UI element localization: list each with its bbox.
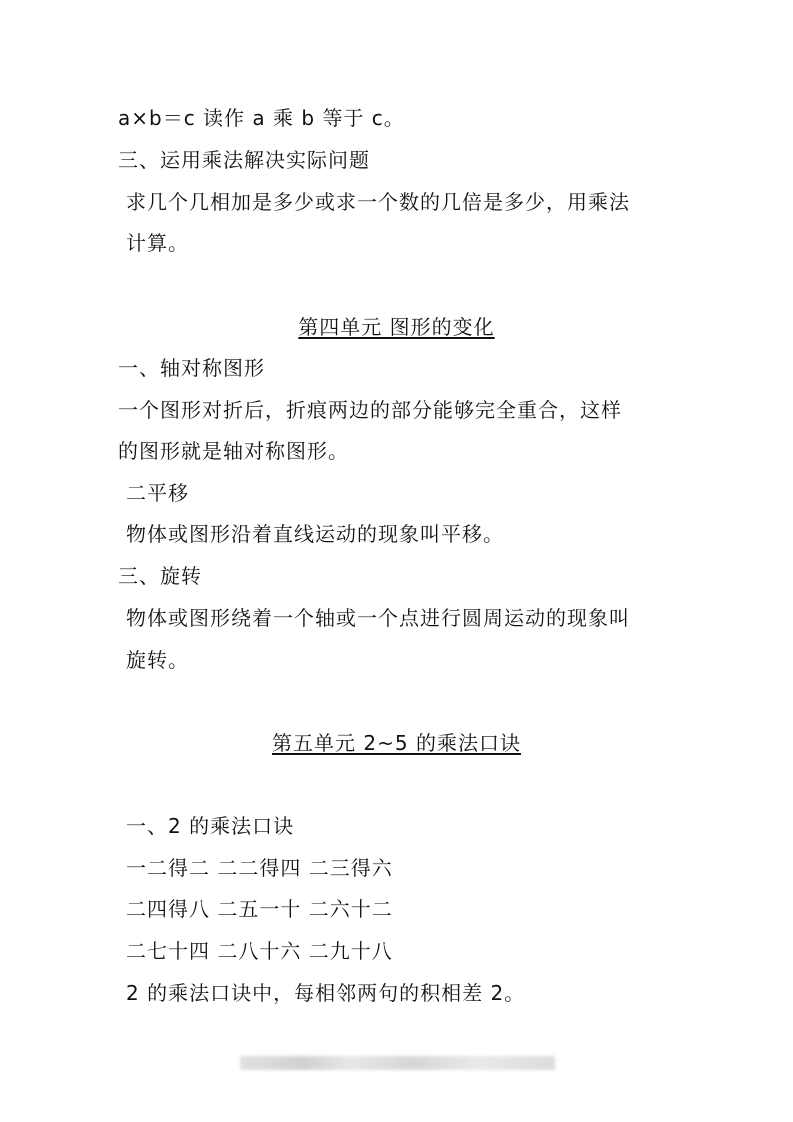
text-line-translation: 物体或图形沿着直线运动的现象叫平移。 xyxy=(126,522,504,546)
text-line-two-times-table-note: 2 的乘法口诀中，每相邻两句的积相差 2。 xyxy=(126,981,526,1005)
unit-five-title: 第五单元 2~5 的乘法口诀 xyxy=(272,731,521,755)
times-table-row-1: 一二得二 二二得四 二三得六 xyxy=(126,856,393,880)
text-line-rotation-1: 物体或图形绕着一个轴或一个点进行圆周运动的现象叫 xyxy=(126,606,630,630)
text-line-axial-symmetry-2: 的图形就是轴对称图形。 xyxy=(118,439,349,463)
text-line-rotation-2: 旋转。 xyxy=(126,648,189,672)
text-line-apply-multiplication-1: 求几个几相加是多少或求一个数的几倍是多少，用乘法 xyxy=(126,190,630,214)
text-line-multiplication-reading: a×b＝c 读作 a 乘 b 等于 c。 xyxy=(118,106,405,130)
unit-four-title: 第四单元 图形的变化 xyxy=(298,315,495,339)
text-line-axial-symmetry-1: 一个图形对折后，折痕两边的部分能够完全重合，这样 xyxy=(118,398,622,422)
times-table-row-3: 二七十四 二八十六 二九十八 xyxy=(126,939,393,963)
blurred-footer-watermark xyxy=(240,1056,555,1070)
times-table-row-2: 二四得八 二五一十 二六十二 xyxy=(126,897,393,921)
section-heading-axial-symmetry: 一、轴对称图形 xyxy=(118,356,265,380)
section-heading-apply-multiplication: 三、运用乘法解决实际问题 xyxy=(118,148,370,172)
section-heading-translation: 二平移 xyxy=(126,481,189,505)
text-line-apply-multiplication-2: 计算。 xyxy=(126,231,189,255)
section-heading-rotation: 三、旋转 xyxy=(118,564,202,588)
section-heading-two-times-table: 一、2 的乘法口诀 xyxy=(126,814,295,838)
